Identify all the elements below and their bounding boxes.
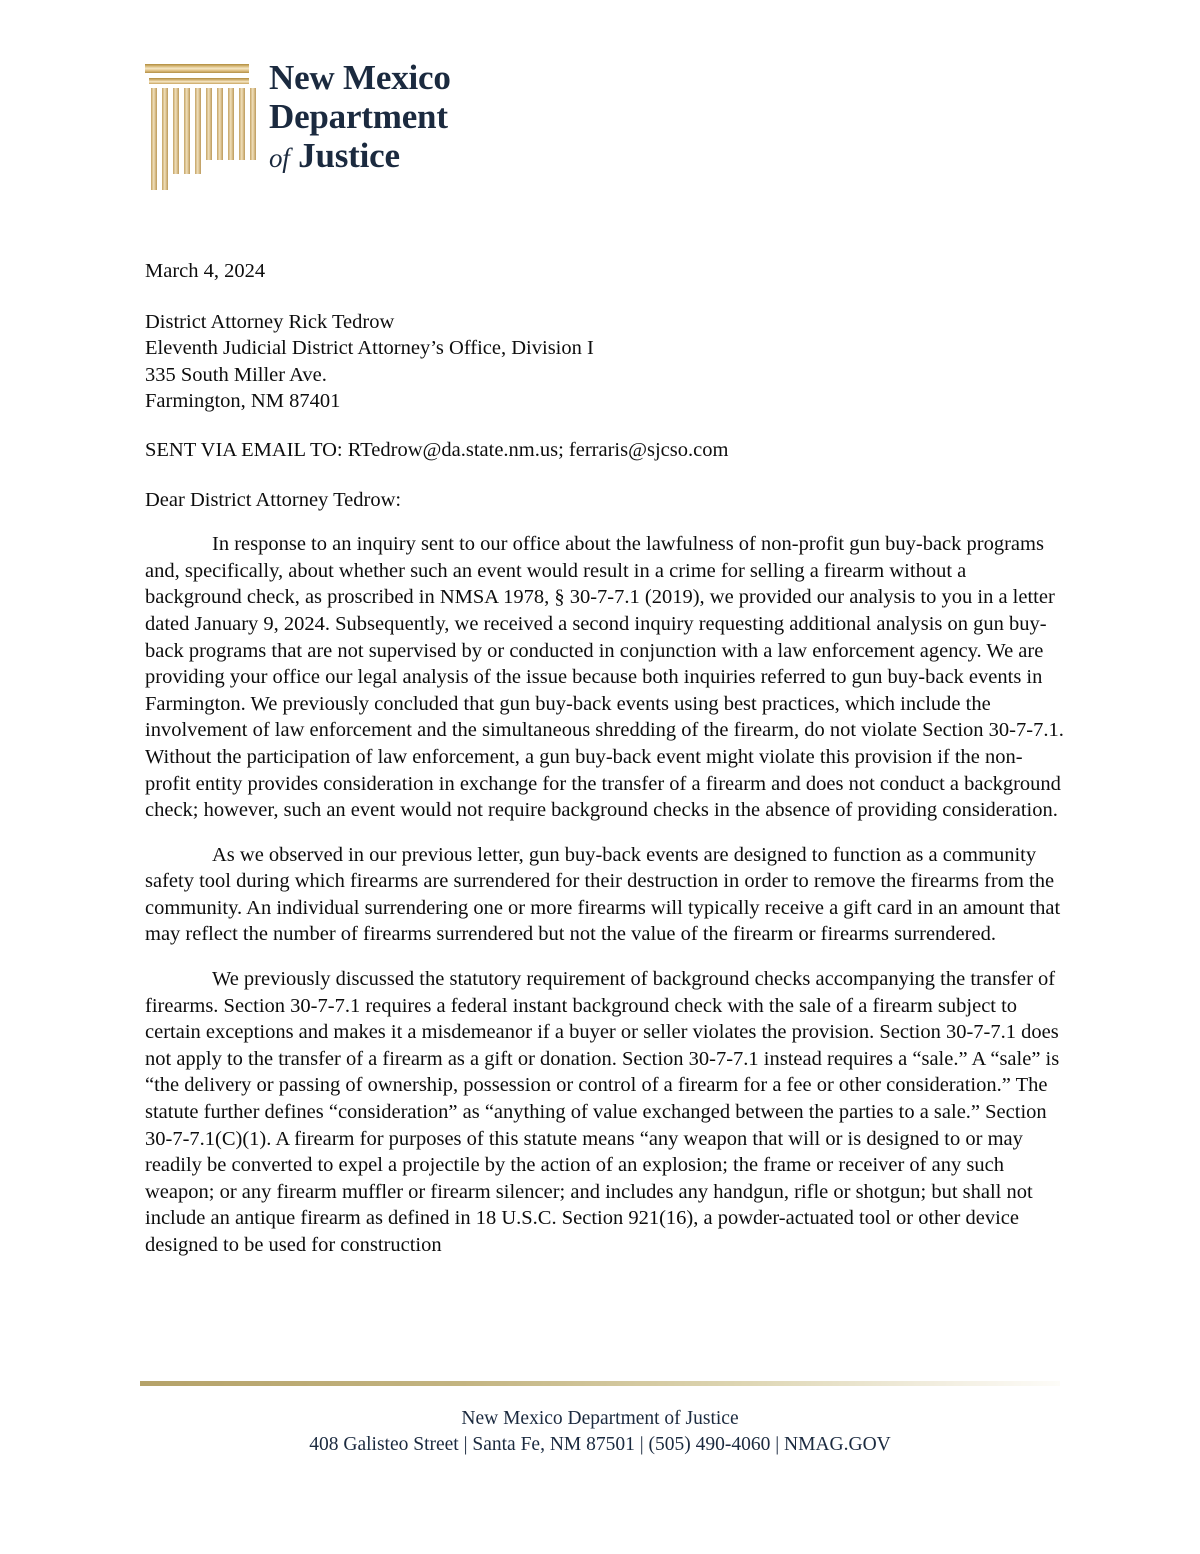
- footer-divider-rule: [140, 1381, 1060, 1386]
- logo-line-of-justice: [269, 138, 451, 173]
- logo-word-justice: Justice: [298, 136, 400, 175]
- recipient-address-block: [145, 309, 1065, 415]
- logo-column-2: [162, 88, 168, 190]
- footer-contact-line: 408 Galisteo Street | Santa Fe, NM 87501 | (505) 490-4060 | NMAG.GOV: [309, 1434, 891, 1455]
- footer: [0, 1406, 1200, 1458]
- sent-via-email-line: SENT VIA EMAIL TO: RTedrow@da.state.nm.us; ferraris@sjcso.com: [145, 438, 729, 461]
- logo-line-department: Department: [269, 97, 448, 136]
- logo-line-new-mexico: New Mexico: [269, 58, 451, 97]
- logo-column-1: [151, 88, 157, 190]
- letter-body: [145, 258, 1065, 1277]
- nm-doj-colonnade-logo-icon: [145, 58, 253, 190]
- logo-column-5: [195, 88, 201, 174]
- logo-wordmark: [269, 58, 451, 173]
- recipient-office: Eleventh Judicial District Attorney’s Office, Division I: [145, 337, 594, 360]
- letter-date: March 4, 2024: [145, 260, 266, 282]
- recipient-city-state-zip: Farmington, NM 87401: [145, 390, 341, 413]
- logo-column-9: [239, 88, 245, 160]
- logo-column-4: [184, 88, 190, 174]
- recipient-street: 335 South Miller Ave.: [145, 363, 327, 386]
- letterhead: [145, 58, 451, 190]
- logo-column-group: [151, 88, 251, 190]
- logo-column-6: [206, 88, 212, 160]
- logo-entablature-second-bar: [149, 78, 249, 84]
- logo-entablature-top-bar: [145, 64, 249, 73]
- logo-column-3: [173, 88, 179, 174]
- body-paragraph-3: We previously discussed the statutory requirement of background checks accompanying the transfer of firearms. Section 30-7-7.1 requires a federal instant background check with the sale of a firearm subject to certain exceptions and makes it a misdemeanor if a buyer or seller violates the provision. Section 30-7-7.1 does not apply to the transfer of a firearm as a gift or donation. Section 30-7-7.1 instead requires a “sale.” A “sale” is “the delivery or passing of ownership, possession or control of a firearm for a fee or other consideration.” The statute further defines “consideration” as “anything of value exchanged between the parties to a sale.” Section 30-7-7.1(C)(1). A firearm for purposes of this statute means “any weapon that will or is designed to or may readily be converted to expel a projectile by the action of an explosion; the frame or receiver of any such weapon; or any firearm muffler or firearm silencer; and includes any handgun, rifle or shotgun; but shall not include an antique firearm as defined in 18 U.S.C. Section 921(16), a powder-actuated tool or other device designed to be used for construction: [145, 968, 1060, 1256]
- body-paragraph-2: As we observed in our previous letter, gun buy-back events are designed to function as a community safety tool during which firearms are surrendered for their destruction in order to remove the firearms from the community. An individual surrendering one or more firearms will typically receive a gift card in an amount that may reflect the number of firearms surrendered but not the value of the firearm or firearms surrendered.: [145, 843, 1061, 946]
- logo-column-8: [228, 88, 234, 160]
- body-paragraph-1: In response to an inquiry sent to our office about the lawfulness of non-profit gun buy-back programs and, specifically, about whether such an event would result in a crime for selling a firearm without a background check, as proscribed in NMSA 1978, § 30-7-7.1 (2019), we provided our analysis to you in a letter dated January 9, 2024. Subsequently, we received a second inquiry requesting additional analysis on gun buy-back programs that are not supervised by or conducted in conjunction with a law enforcement agency. We are providing your office our legal analysis of the issue because both inquiries referred to gun buy-back events in Farmington. We previously concluded that gun buy-back events using best practices, which include the involvement of law enforcement and the simultaneous shredding of the firearm, do not violate Section 30-7-7.1. Without the participation of law enforcement, a gun buy-back event might violate this provision if the non-profit entity provides consideration in exchange for the transfer of a firearm and does not conduct a background check; however, such an event would not require background checks in the absence of providing consideration.: [145, 533, 1064, 822]
- letter-paragraphs: [145, 531, 1065, 1258]
- logo-column-10: [250, 88, 256, 160]
- logo-column-7: [217, 88, 223, 160]
- salutation: Dear District Attorney Tedrow:: [145, 488, 402, 511]
- recipient-name: District Attorney Rick Tedrow: [145, 310, 395, 333]
- footer-org-name: New Mexico Department of Justice: [461, 1408, 739, 1429]
- logo-word-of: of: [269, 143, 290, 173]
